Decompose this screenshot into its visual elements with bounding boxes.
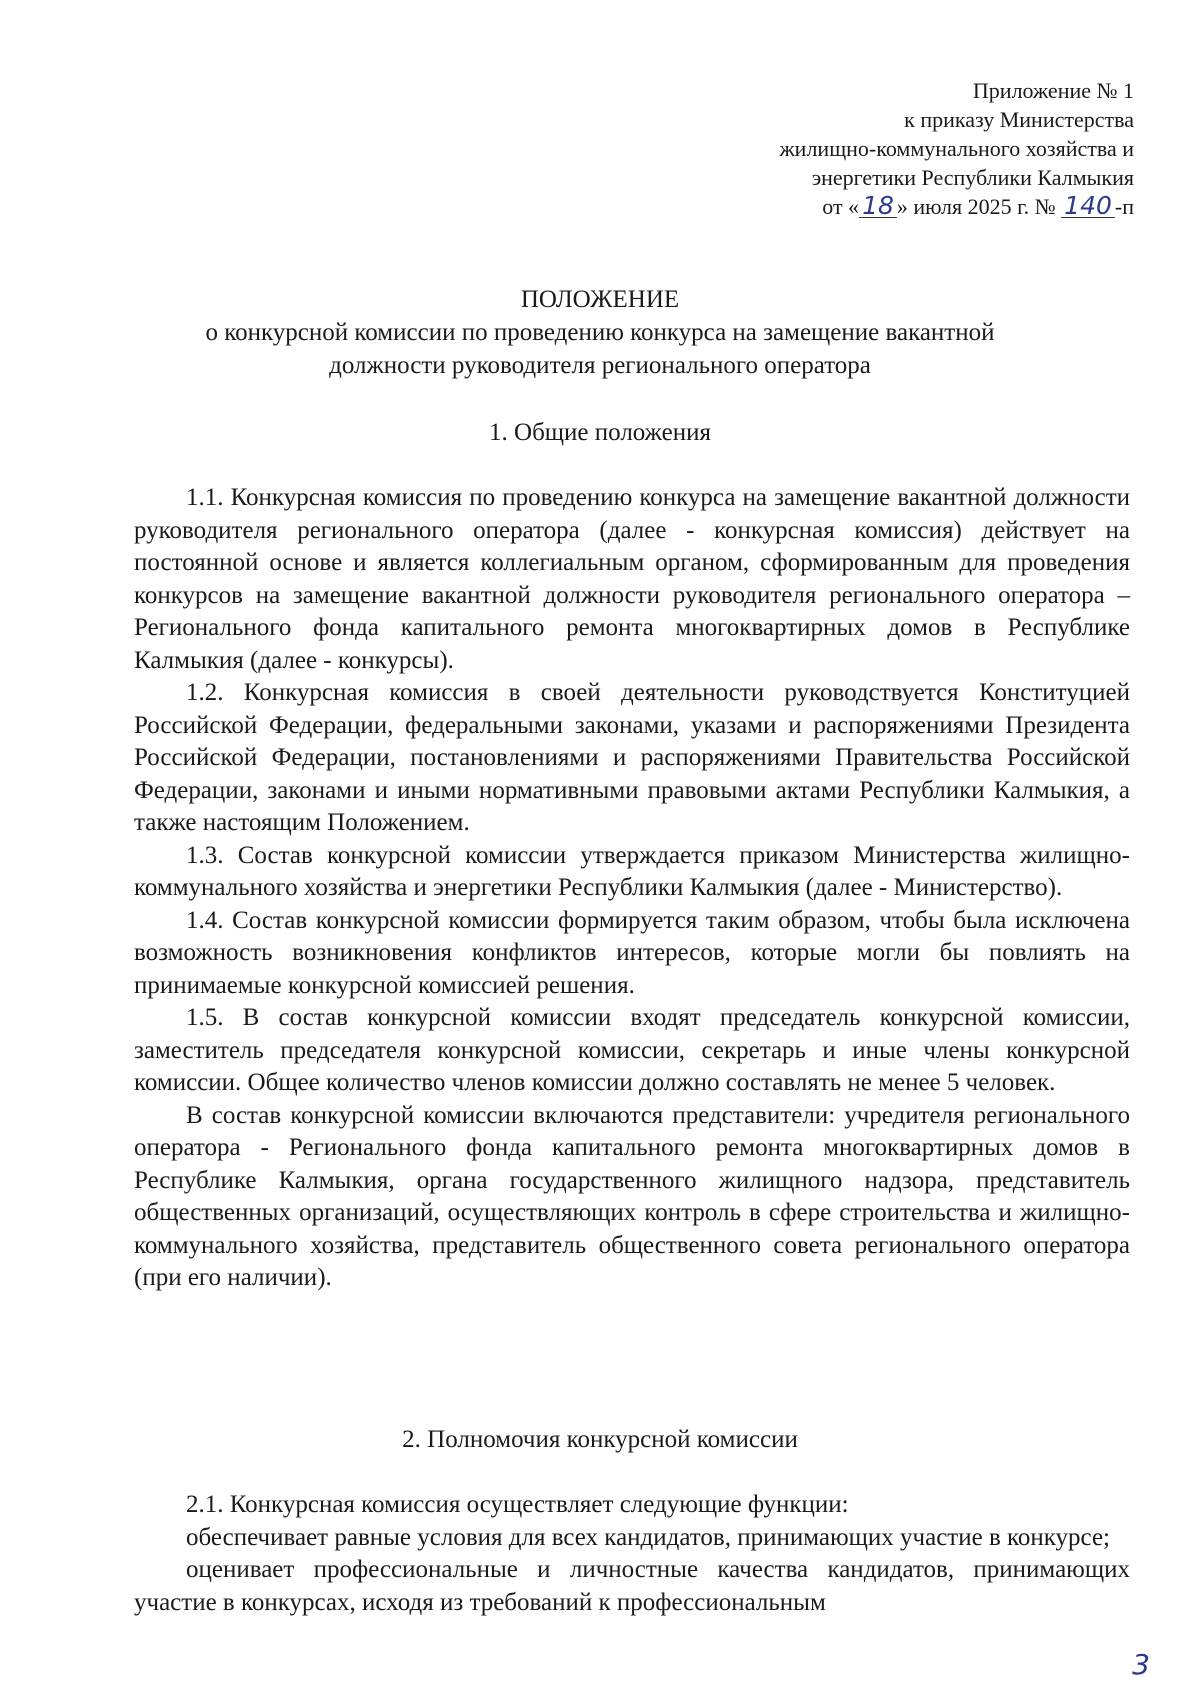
paragraph-1-3: 1.3. Состав конкурсной комиссии утверждается приказом Министерства жилищно-коммунального хозяйства и энергетики Республики Калмыкия (далее - Министерство). <box>134 841 1130 901</box>
handwritten-day: 18 <box>859 195 897 218</box>
section-1-body <box>134 482 1130 1295</box>
paragraph-2-1-item-1: обеспечивает равные условия для всех кандидатов, принимающих участие в конкурсе; <box>186 1523 1110 1551</box>
handwritten-order-number: 140 <box>1061 195 1115 218</box>
ministry-name-line1: жилищно-коммунального хозяйства и <box>779 136 1134 161</box>
handwritten-page-number: 3 <box>1132 1648 1150 1681</box>
order-reference: к приказу Министерства <box>904 107 1134 132</box>
appendix-number: Приложение № 1 <box>972 78 1134 103</box>
paragraph-1-2: 1.2. Конкурсная комиссия в своей деятельности руководствуется Конституцией Российской Федерации, федеральными законами, указами и распоряжениями Президента Российской Федерации, постановлениями и распоряжениями Правительства Российской Федерации, законами и иными нормативными правовыми актами Республики Калмыкия, а также настоящим Положением. <box>134 679 1130 836</box>
paragraph-1-5-composition: В состав конкурсной комиссии включаются представители: учредителя регионального оператора - Регионального фонда капитального ремонта многоквартирных домов в Республике Калмыкия, органа государственного жилищного надзора, представитель общественных организаций, осуществляющих контроль в сфере строительства и жилищно-коммунального хозяйства, представитель общественного совета регионального оператора (при его наличии). <box>134 1101 1130 1291</box>
date-prefix: от « <box>822 194 860 219</box>
appendix-header <box>779 76 1134 221</box>
paragraph-2-1-item-2: оценивает профессиональные и личностные качества кандидатов, принимающих участие в конкурсах, исходя из требований к профессиональным <box>134 1556 1130 1616</box>
document-title: ПОЛОЖЕНИЕ <box>520 286 680 313</box>
order-date-line <box>779 192 1134 221</box>
paragraph-2-1: 2.1. Конкурсная комиссия осуществляет следующие функции: <box>186 1491 849 1518</box>
document-subtitle-line2: должности руководителя регионального оператора <box>329 352 871 379</box>
document-title-block <box>0 283 1200 382</box>
section-2-body <box>134 1489 1130 1619</box>
order-suffix: -п <box>1114 194 1134 219</box>
paragraph-1-5: 1.5. В состав конкурсной комиссии входят председатель конкурсной комиссии, заместитель председателя конкурсной комиссии, секретарь и иные члены конкурсной комиссии. Общее количество членов комиссии должно составлять не менее 5 человек. <box>134 1004 1130 1096</box>
date-middle: » июля 2025 г. № <box>896 194 1056 219</box>
document-subtitle-line1: о конкурсной комиссии по проведению конкурса на замещение вакантной <box>205 319 995 346</box>
paragraph-1-1: 1.1. Конкурсная комиссия по проведению конкурса на замещение вакантной должности руководителя регионального оператора (далее - конкурсная комиссия) действует на постоянной основе и является коллегиальным органом, сформированным для проведения конкурсов на замещение вакантной должности руководителя регионального оператора –Регионального фонда капитального ремонта многоквартирных домов в Республике Калмыкия (далее - конкурсы). <box>134 484 1130 674</box>
ministry-name-line2: энергетики Республики Калмыкия <box>811 165 1134 190</box>
section-heading-1: 1. Общие положения <box>489 419 711 446</box>
paragraph-1-4: 1.4. Состав конкурсной комиссии формируется таким образом, чтобы была исключена возможность возникновения конфликтов интересов, которые могли бы повлиять на принимаемые конкурсной комиссией решения. <box>134 906 1130 999</box>
section-heading-2: 2. Полномочия конкурсной комиссии <box>402 1426 798 1453</box>
